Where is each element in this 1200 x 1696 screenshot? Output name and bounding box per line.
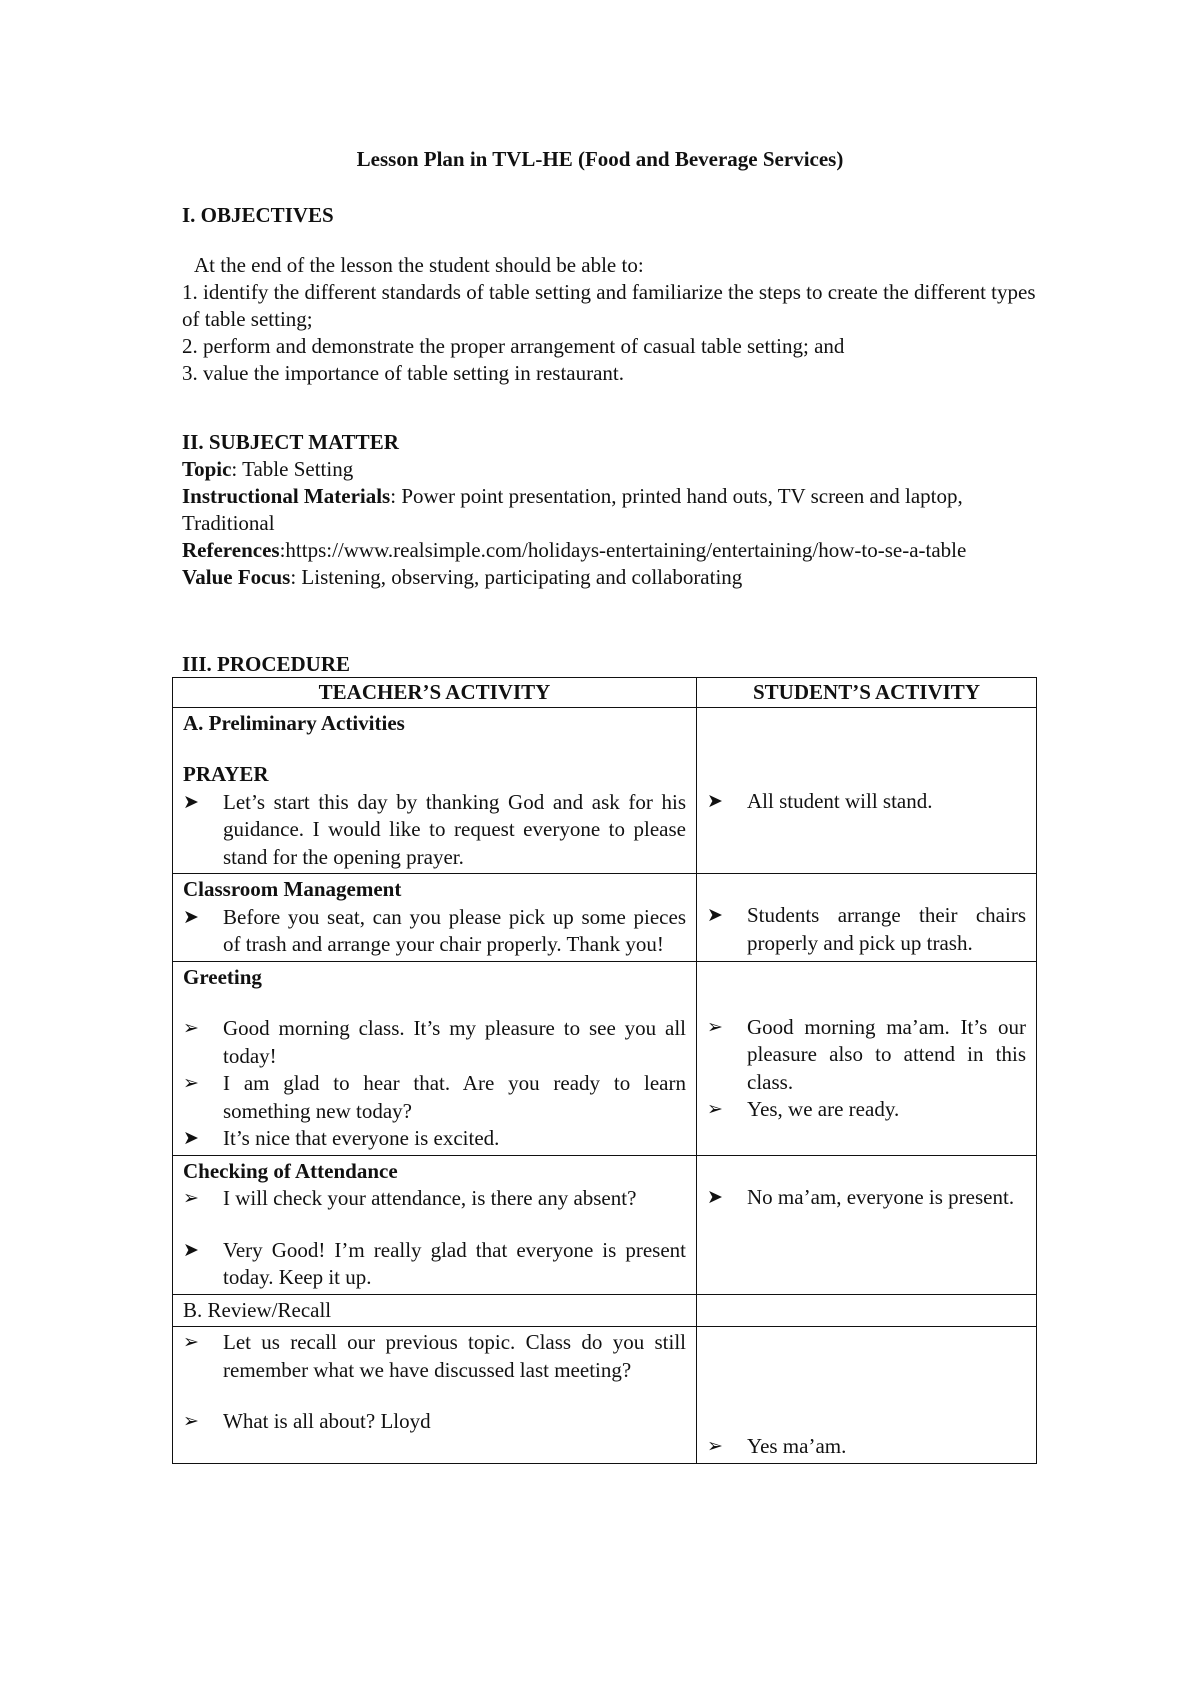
table-header-row bbox=[173, 678, 1037, 708]
teacher-activity-header: TEACHER’S ACTIVITY bbox=[173, 678, 697, 708]
page-title: Lesson Plan in TVL-HE (Food and Beverage Services) bbox=[356, 147, 844, 171]
student-cell bbox=[697, 874, 1037, 962]
review-label: B. Review/Recall bbox=[173, 1294, 697, 1327]
teacher-cell bbox=[173, 874, 697, 962]
att-teacher-text-2: ➤ Very Good! I’m really glad that everyone is present today. Keep it up. bbox=[183, 1237, 686, 1292]
prayer-teacher-text: ➤ Let’s start this day by thanking God and ask for his guidance. I would like to request everyone to please stand for the opening prayer. bbox=[183, 789, 686, 872]
rev-teacher-text-2: ➢ What is all about? Lloyd bbox=[183, 1408, 686, 1436]
objective-item-2: 2. perform and demonstrate the proper arrangement of casual table setting; and bbox=[182, 334, 845, 358]
preliminary-activities-label: A. Preliminary Activities bbox=[183, 710, 405, 735]
student-cell bbox=[697, 1294, 1037, 1327]
table-row-greeting bbox=[173, 961, 1037, 1155]
table-row-review-header bbox=[173, 1294, 1037, 1327]
subject-matter-section bbox=[182, 429, 1042, 591]
references-label: References bbox=[182, 538, 280, 562]
cm-student-text: ➤ Students arrange their chairs properly and pick up trash. bbox=[707, 902, 1026, 957]
teacher-cell bbox=[173, 1155, 697, 1294]
greet-teacher-text-1: ➢ Good morning class. It’s my pleasure to see you all today! bbox=[183, 1015, 686, 1070]
student-cell bbox=[697, 707, 1037, 874]
procedure-table bbox=[172, 677, 1037, 1464]
student-cell bbox=[697, 961, 1037, 1155]
value-focus-label: Value Focus bbox=[182, 565, 291, 589]
value-focus-value: : Listening, observing, participating and collaborating bbox=[290, 565, 743, 589]
references-value: :https://www.realsimple.com/holidays-entertaining/entertaining/how-to-se-a-table bbox=[279, 538, 967, 562]
references-line bbox=[182, 537, 1042, 564]
materials-value: : Power point presentation, printed hand outs, TV screen and laptop, Traditional bbox=[182, 484, 963, 535]
objective-item-1: 1. identify the different standards of table setting and familiarize the steps to create the different types of table setting; bbox=[182, 280, 1036, 331]
subject-matter-heading: II. SUBJECT MATTER bbox=[182, 430, 399, 454]
cm-teacher-text: ➤ Before you seat, can you please pick up some pieces of trash and arrange your chair properly. Thank you! bbox=[183, 904, 686, 959]
greet-student-text-1: ➢ Good morning ma’am. It’s our pleasure also to attend in this class. bbox=[707, 1014, 1026, 1097]
greet-teacher-text-2: ➢ I am glad to hear that. Are you ready to learn something new today? bbox=[183, 1070, 686, 1125]
value-focus-line bbox=[182, 564, 1042, 591]
prayer-label: PRAYER bbox=[183, 762, 269, 786]
table-row-classroom-management bbox=[173, 874, 1037, 962]
objectives-section bbox=[182, 202, 1042, 229]
materials-line bbox=[182, 483, 1042, 537]
topic-line bbox=[182, 456, 1042, 483]
procedure-heading: III. PROCEDURE bbox=[182, 652, 351, 676]
topic-value: : Table Setting bbox=[231, 457, 354, 481]
greet-teacher-text-3: ➤ It’s nice that everyone is excited. bbox=[183, 1125, 686, 1153]
objective-item-3: 3. value the importance of table setting in restaurant. bbox=[182, 361, 625, 385]
table-row-review bbox=[173, 1327, 1037, 1464]
prayer-student-text: ➤ All student will stand. bbox=[707, 788, 1026, 816]
teacher-cell bbox=[173, 707, 697, 874]
classroom-management-label: Classroom Management bbox=[183, 877, 402, 901]
procedure-section bbox=[182, 651, 1042, 678]
greet-student-text-2: ➢ Yes, we are ready. bbox=[707, 1096, 1026, 1124]
topic-label: Topic bbox=[182, 457, 232, 481]
table-row-attendance bbox=[173, 1155, 1037, 1294]
attendance-label: Checking of Attendance bbox=[183, 1158, 398, 1183]
objectives-intro: At the end of the lesson the student should be able to: bbox=[194, 253, 644, 277]
teacher-cell bbox=[173, 1327, 697, 1464]
rev-teacher-text-1: ➢ Let us recall our previous topic. Class do you still remember what we have discussed last meeting? bbox=[183, 1329, 686, 1384]
materials-label: Instructional Materials bbox=[182, 484, 391, 508]
att-teacher-text-1: ➢ I will check your attendance, is there any absent? bbox=[183, 1185, 686, 1213]
teacher-cell bbox=[173, 961, 697, 1155]
student-activity-header: STUDENT’S ACTIVITY bbox=[697, 678, 1037, 708]
student-cell bbox=[697, 1155, 1037, 1294]
table-row-prayer bbox=[173, 707, 1037, 874]
student-cell bbox=[697, 1327, 1037, 1464]
rev-student-text: ➢ Yes ma’am. bbox=[707, 1433, 1026, 1461]
greeting-label: Greeting bbox=[183, 964, 262, 989]
att-student-text: ➤ No ma’am, everyone is present. bbox=[707, 1184, 1026, 1212]
objectives-list bbox=[182, 252, 1042, 387]
objectives-heading: I. OBJECTIVES bbox=[182, 203, 334, 227]
